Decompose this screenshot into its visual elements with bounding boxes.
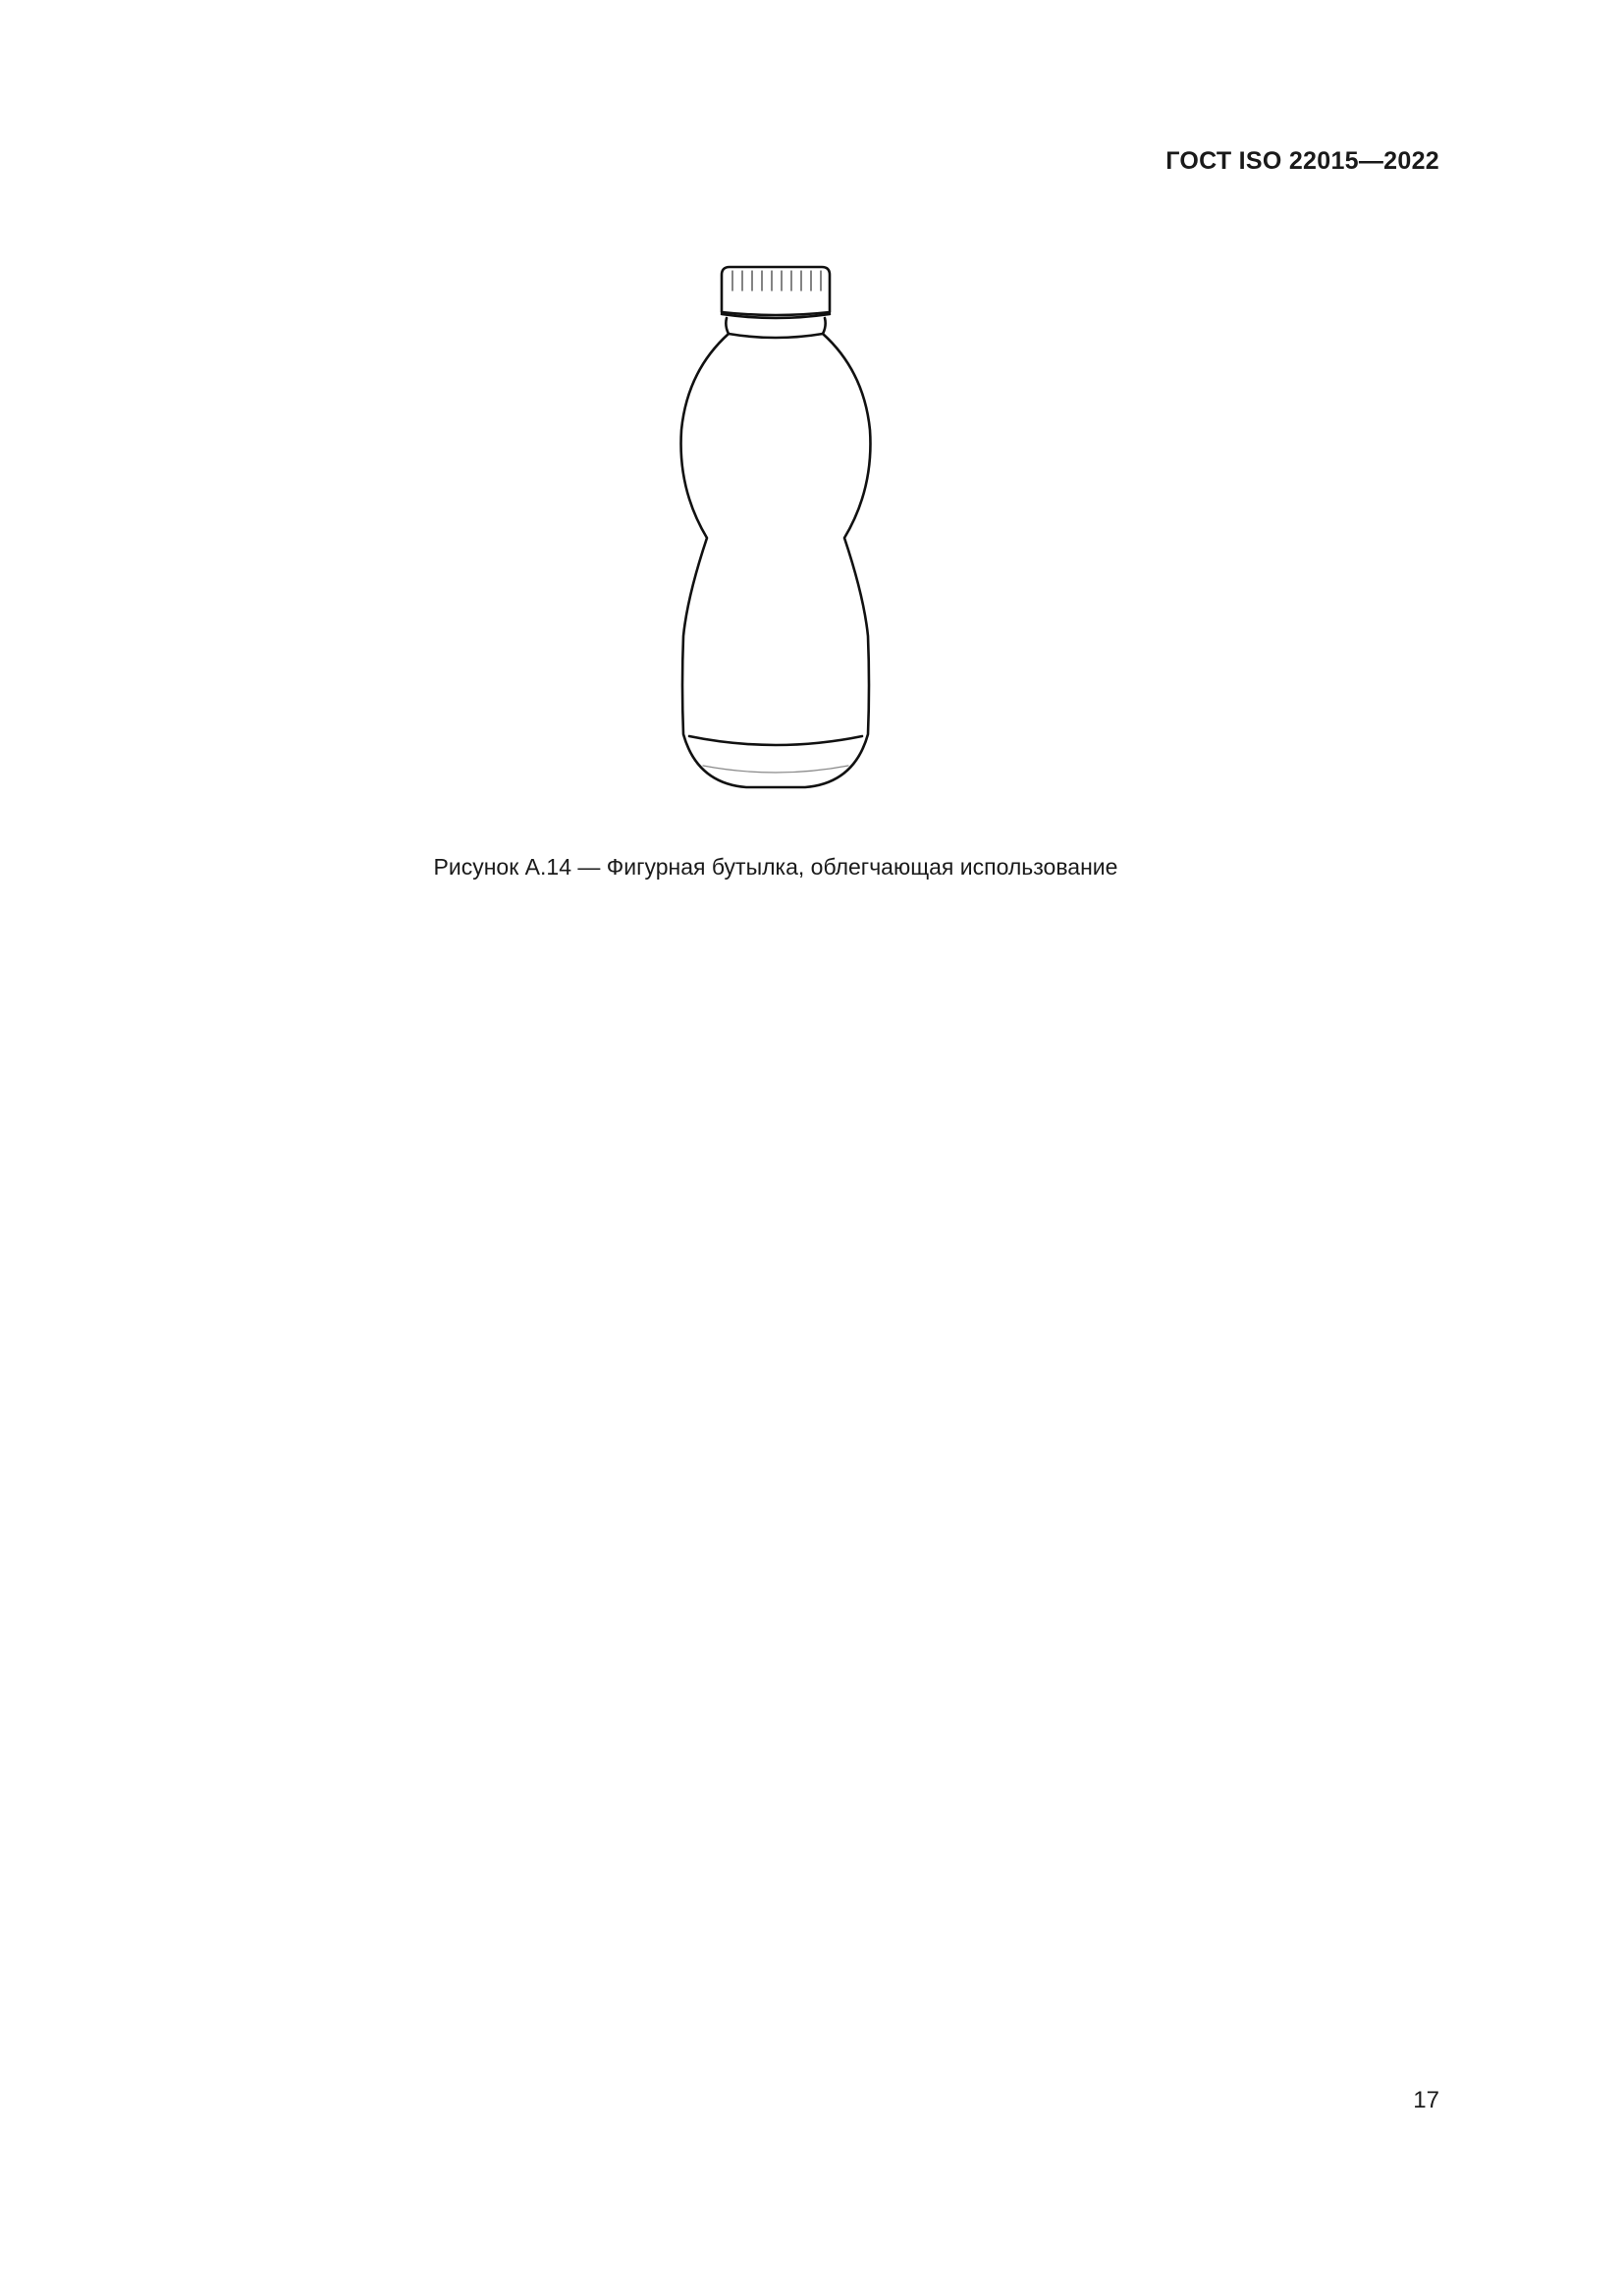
bottle-base-line	[689, 736, 862, 745]
page-number: 17	[1413, 2087, 1439, 2113]
shaped-bottle-illustration	[668, 263, 884, 793]
figure-a14	[668, 263, 884, 793]
bottle-body	[681, 334, 871, 787]
bottle-base-inner-line	[703, 766, 848, 773]
standard-identifier: ГОСТ ISO 22015—2022	[1165, 147, 1439, 175]
bottle-cap	[722, 267, 830, 318]
figure-caption: Рисунок А.14 — Фигурная бутылка, облегчающая использование	[433, 854, 1118, 880]
bottle-neck-ring	[726, 318, 825, 338]
